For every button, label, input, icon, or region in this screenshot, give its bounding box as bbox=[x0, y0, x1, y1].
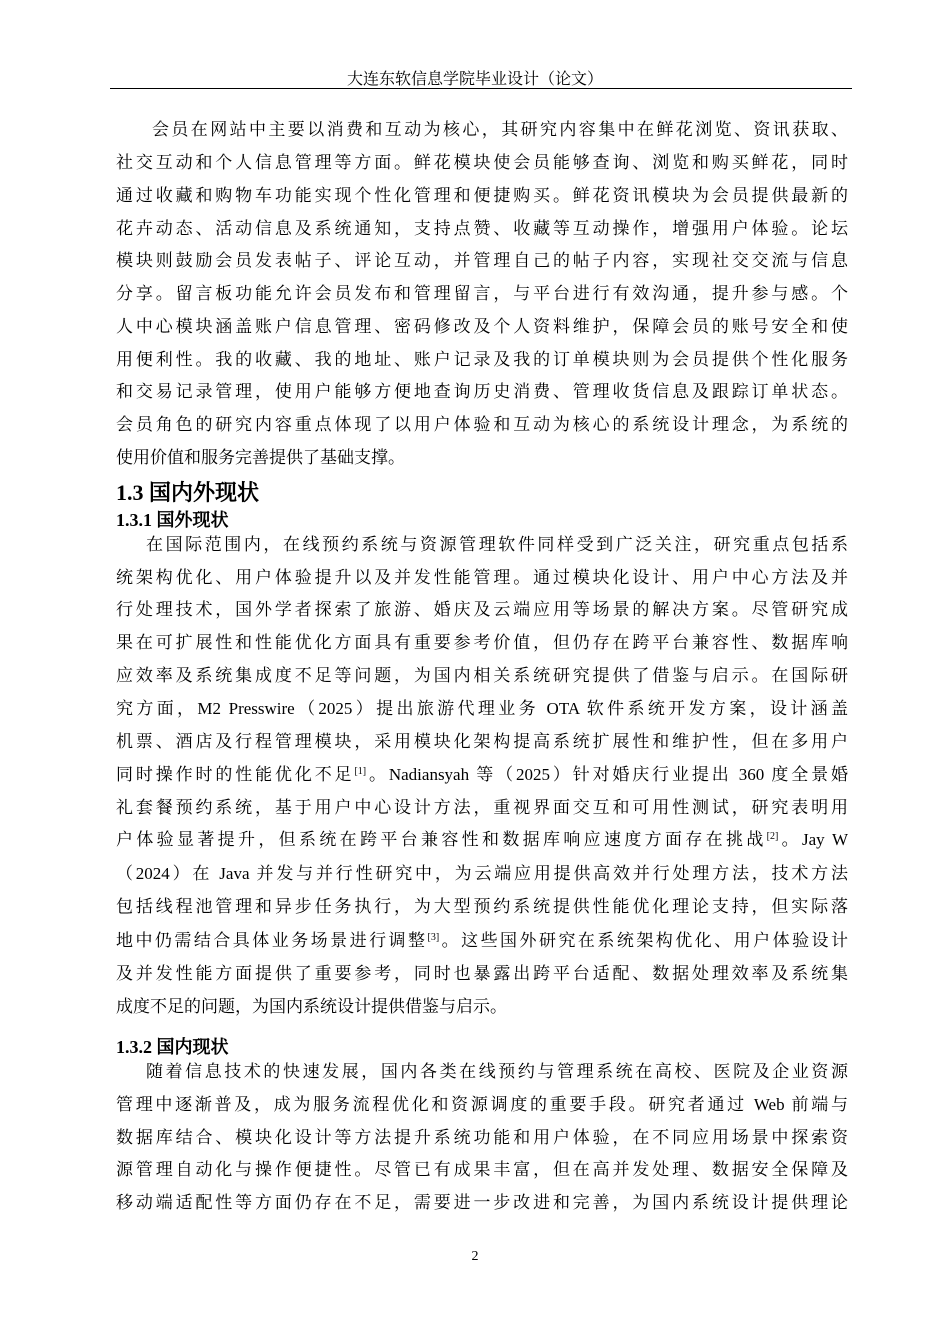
text-segment: 。这些国外研究在系统架构优化、用户体验设计 bbox=[439, 931, 849, 950]
text-line bbox=[116, 152, 848, 174]
text-segment: 随着信息技术的快速发展，国内各类在线预约与管理系统在高校、医院及企业资源 bbox=[146, 1062, 848, 1081]
text-line bbox=[116, 930, 848, 952]
text-segment: 花卉动态、活动信息及系统通知，支持点赞、收藏等互动操作，增强用户体验。论坛 bbox=[116, 219, 848, 238]
text-line bbox=[116, 1094, 848, 1116]
text-line bbox=[116, 996, 848, 1018]
text-segment: 机票、酒店及行程管理模块，采用模块化架构提高系统扩展性和维护性，但在多用户 bbox=[116, 732, 848, 751]
text-line bbox=[116, 599, 848, 621]
header-rule bbox=[110, 88, 852, 89]
text-segment: 。Nadiansyah 等（2025）针对婚庆行业提出 360 度全景婚 bbox=[366, 765, 848, 784]
text-line bbox=[116, 447, 848, 469]
text-line bbox=[116, 731, 848, 753]
text-line bbox=[116, 381, 848, 403]
text-segment: 及并发性能方面提供了重要参考，同时也暴露出跨平台适配、数据处理效率及系统集 bbox=[116, 964, 848, 983]
text-segment: 源管理自动化与操作便捷性。尽管已有成果丰富，但在高并发处理、数据安全保障及 bbox=[116, 1160, 848, 1179]
text-line bbox=[116, 698, 848, 720]
text-segment: 人中心模块涵盖账户信息管理、密码修改及个人资料维护，保障会员的账号安全和使 bbox=[116, 317, 848, 336]
text-segment: 行处理技术，国外学者探索了旅游、婚庆及云端应用等场景的解决方案。尽管研究成 bbox=[116, 600, 848, 619]
text-segment: 会员角色的研究内容重点体现了以用户体验和互动为核心的系统设计理念，为系统的 bbox=[116, 415, 848, 434]
text-segment: 包括线程池管理和异步任务执行，为大型预约系统提供性能优化理论支持，但实际落 bbox=[116, 897, 848, 916]
text-segment: 究方面，M2 Presswire（2025）提出旅游代理业务 OTA 软件系统开发方案，设计涵盖 bbox=[116, 699, 848, 718]
citation-marker[interactable]: [2] bbox=[766, 831, 779, 842]
text-line bbox=[146, 534, 848, 556]
text-segment: 移动端适配性等方面仍存在不足，需要进一步改进和完善，为国内系统设计提供理论 bbox=[116, 1193, 848, 1212]
text-line bbox=[116, 665, 848, 687]
text-line bbox=[116, 218, 848, 240]
text-segment: 成度不足的问题，为国内系统设计提供借鉴与启示。 bbox=[116, 997, 507, 1016]
text-line bbox=[116, 863, 848, 885]
text-line bbox=[146, 1061, 848, 1083]
text-line bbox=[116, 632, 848, 654]
text-segment: 管理中逐渐普及，成为服务流程优化和资源调度的重要手段。研究者通过 Web 前端与 bbox=[116, 1095, 848, 1114]
text-line bbox=[116, 567, 848, 589]
text-segment: 。Jay W bbox=[778, 830, 848, 849]
text-line bbox=[152, 119, 848, 141]
text-segment: 社交互动和个人信息管理等方面。鲜花模块使会员能够查询、浏览和购买鲜花，同时 bbox=[116, 153, 848, 172]
text-segment: （2024）在 Java 并发与并行性研究中，为云端应用提供高效并行处理方法，技术方法 bbox=[116, 864, 848, 883]
text-line bbox=[116, 316, 848, 338]
text-line bbox=[116, 764, 848, 786]
text-segment: 数据库结合、模块化设计等方法提升系统功能和用户体验，在不同应用场景中探索资 bbox=[116, 1128, 848, 1147]
text-line bbox=[116, 283, 848, 305]
text-line bbox=[116, 896, 848, 918]
text-line bbox=[116, 829, 848, 851]
text-line bbox=[116, 963, 848, 985]
text-segment: 使用价值和服务完善提供了基础支撑。 bbox=[116, 448, 405, 467]
text-segment: 模块则鼓励会员发表帖子、评论互动，并管理自己的帖子内容，实现社交交流与信息 bbox=[116, 251, 848, 270]
subsection-heading-1-3-1: 1.3.1 国外现状 bbox=[116, 510, 229, 530]
text-line bbox=[116, 349, 848, 371]
text-line bbox=[116, 1192, 848, 1214]
text-segment: 同时操作时的性能优化不足 bbox=[116, 765, 355, 784]
subsection-heading-1-3-2: 1.3.2 国内现状 bbox=[116, 1037, 229, 1057]
text-segment: 户体验显著提升，但系统在跨平台兼容性和数据库响应速度方面存在挑战 bbox=[116, 830, 767, 849]
text-segment: 地中仍需结合具体业务场景进行调整 bbox=[116, 931, 428, 950]
text-line bbox=[116, 1159, 848, 1181]
text-line bbox=[116, 797, 848, 819]
text-line bbox=[116, 414, 848, 436]
text-segment: 分享。留言板功能允许会员发布和管理留言，与平台进行有效沟通，提升参与感。个 bbox=[116, 284, 848, 303]
text-segment: 应效率及系统集成度不足等问题，为国内相关系统研究提供了借鉴与启示。在国际研 bbox=[116, 666, 848, 685]
text-segment: 礼套餐预约系统，基于用户中心设计方法，重视界面交互和可用性测试，研究表明用 bbox=[116, 798, 848, 817]
citation-marker[interactable]: [1] bbox=[354, 766, 367, 777]
text-segment: 果在可扩展性和性能优化方面具有重要参考价值，但仍存在跨平台兼容性、数据库响 bbox=[116, 633, 848, 652]
text-segment: 和交易记录管理，使用户能够方便地查询历史消费、管理收货信息及跟踪订单状态。 bbox=[116, 382, 848, 401]
page-number: 2 bbox=[471, 1249, 479, 1264]
text-line bbox=[116, 1127, 848, 1149]
text-segment: 通过收藏和购物车功能实现个性化管理和便捷购买。鲜花资讯模块为会员提供最新的 bbox=[116, 186, 848, 205]
text-line bbox=[116, 185, 848, 207]
text-line bbox=[116, 250, 848, 272]
text-segment: 统架构优化、用户体验提升以及并发性能管理。通过模块化设计、用户中心方法及并 bbox=[116, 568, 848, 587]
text-segment: 在国际范围内，在线预约系统与资源管理软件同样受到广泛关注，研究重点包括系 bbox=[146, 535, 848, 554]
text-segment: 用便利性。我的收藏、我的地址、账户记录及我的订单模块则为会员提供个性化服务 bbox=[116, 350, 848, 369]
running-header: 大连东软信息学院毕业设计（论文） bbox=[346, 71, 603, 88]
citation-marker[interactable]: [3] bbox=[427, 932, 440, 943]
section-heading-1-3: 1.3 国内外现状 bbox=[116, 480, 260, 505]
text-segment: 会员在网站中主要以消费和互动为核心，其研究内容集中在鲜花浏览、资讯获取、 bbox=[152, 120, 848, 139]
